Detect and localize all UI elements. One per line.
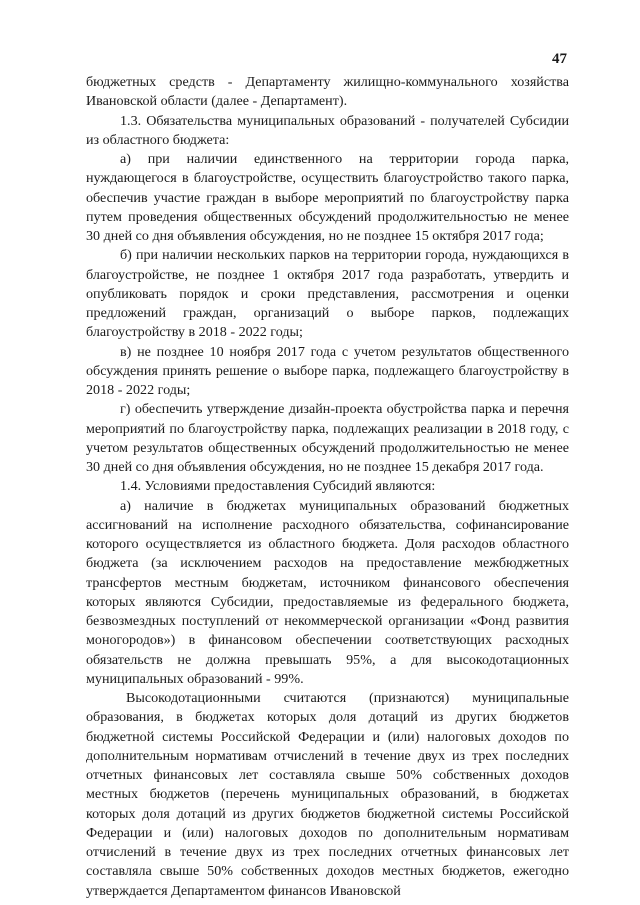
paragraph-1-3-v: в) не позднее 10 ноября 2017 года с учетом результатов общественного обсуждения принять решение о выборе парка, подлежащего благоустройству в 2018 - 2022 годы; (86, 343, 569, 398)
paragraph-continuation: бюджетных средств - Департаменту жилищно-коммунального хозяйства Ивановской области (далее - Департамент). (86, 74, 569, 110)
paragraph-1-4: 1.4. Условиями предоставления Субсидий являются: (120, 478, 436, 495)
paragraph-1-3-g: г) обеспечить утверждение дизайн-проекта обустройства парка и перечня мероприятий по благоустройству парка, подлежащих реализации в 2018 году, с учетом результатов общественных обсуждений продолжительностью не менее 30 дней со дня объявления обсуждения, но не позднее 15 декабря 2017 года. (86, 401, 569, 475)
paragraph-1-3-b: б) при наличии нескольких парков на территории города, нуждающихся в благоустройстве, не позднее 1 октября 2017 года разработать, утвердить и опубликовать порядок и сроки представления, рассмотрения и оценки предложений граждан, организаций о выборе парков, подлежащих благоустройству в 2018 - 2022 годы; (86, 247, 569, 341)
paragraph-1-4-a: а) наличие в бюджетах муниципальных образований бюджетных ассигнований на исполнение расходного обязательства, софинансирование которого осуществляется из областного бюджета. Доля расходов областного бюджета (за исключением расходов на предоставление межбюджетных трансфертов местным бюджетам, источником финансового обеспечения которых являются Субсидии, предоставляемые из федерального бюджета, безвозмездных поступлений от некоммерческой организации «Фонд развития моногородов») в финансовом обеспечении соответствующих расходных обязательств не должна превышать 95%, а для высокодотационных муниципальных образований - 99%. (86, 497, 569, 687)
document-body (86, 73, 569, 901)
page-number: 47 (552, 51, 567, 67)
paragraph-1-3-a: а) при наличии единственного на территории города парка, нуждающегося в благоустройстве, осуществить благоустройство такого парка, обеспечив участие граждан в выборе мероприятий по благоустройству парка путем проведения общественных обсуждений продолжительностью не менее 30 дней со дня объявления обсуждения, но не позднее 15 октября 2017 года; (86, 151, 569, 244)
paragraph-1-3: 1.3. Обязательства муниципальных образований - получателей Субсидии из областного бюджета: (86, 112, 569, 148)
paragraph-high-subsidy: Высокодотационными считаются (признаются) муниципальные образования, в бюджетах которых доля дотаций из других бюджетов бюджетной системы Российской Федерации и (или) налоговых доходов по дополнительным нормативам отчислений в течение двух из трех последних отчетных финансовых лет составляла свыше 50% собственных доходов местных бюджетов (перечень муниципальных образований, в бюджетах которых доля дотаций из других бюджетов бюджетной системы Российской Федерации и (или) налоговых доходов по дополнительным нормативам отчислений в течение двух из трех последних отчетных финансовых лет составляла свыше 50% собственных доходов местных бюджетов, ежегодно утверждается Департаментом финансов Ивановской (86, 690, 569, 899)
